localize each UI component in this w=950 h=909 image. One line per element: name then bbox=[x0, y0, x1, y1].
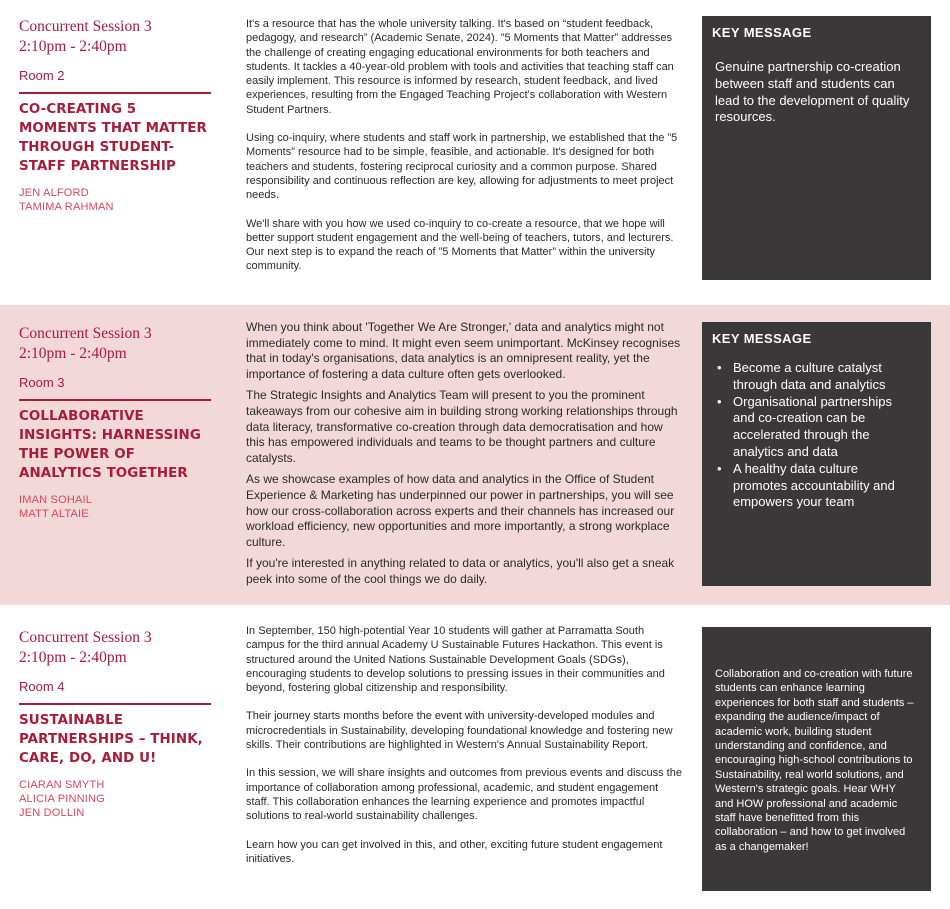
session-time: 2:10pm - 2:40pm bbox=[19, 38, 127, 55]
speaker-name: JEN DOLLIN bbox=[19, 807, 85, 819]
key-message-point: • A healthy data culture promotes accountability and empowers your team bbox=[715, 461, 915, 511]
key-message-text: Genuine partnership co-creation between staff and students can lead to the development of quality resources. bbox=[715, 59, 910, 125]
session-time: 2:10pm - 2:40pm bbox=[19, 649, 127, 666]
session-room-4 bbox=[0, 605, 950, 909]
key-message-heading: KEY MESSAGE bbox=[712, 331, 812, 346]
key-message-point: • Organisational partnerships and co-creation can be accelerated through the analytics and data bbox=[715, 394, 915, 461]
speaker-name: JEN ALFORD bbox=[19, 187, 89, 199]
session-room-2 bbox=[0, 0, 950, 305]
talk-title: SUSTAINABLE PARTNERSHIPS – THINK, CARE, DO, AND U! bbox=[19, 713, 203, 766]
description-paragraph: We'll share with you how we used co-inquiry to co-create a resource, that we hope will better support student engagement and the well-being of teachers, tutors, and lecturers. Our next step is to expand the reach of ”5 Moments that Matter” within the university community. bbox=[246, 217, 674, 273]
session-info bbox=[19, 628, 211, 820]
speaker-name: MATT ALTAIE bbox=[19, 508, 89, 520]
session-time: 2:10pm - 2:40pm bbox=[19, 345, 127, 362]
speaker-list bbox=[19, 186, 211, 214]
room-label: Room 2 bbox=[19, 68, 65, 83]
description-paragraph: If you're interested in anything related to data or analytics, you'll also get a sneak peek into some of the cool things we do daily. bbox=[246, 556, 675, 586]
session-room-3 bbox=[0, 305, 950, 605]
speaker-name: ALICIA PINNING bbox=[19, 793, 105, 805]
room-label: Room 3 bbox=[19, 375, 65, 390]
key-message-point: • Become a culture catalyst through data and analytics bbox=[715, 360, 915, 394]
divider bbox=[19, 703, 211, 705]
divider bbox=[19, 399, 211, 401]
description-paragraph: Using co-inquiry, where students and staff work in partnership, we established that the ”5 Moments” resource had to be simple, feasible, and actionable. It's designed for both teachers and students, fostering reciprocal curiosity and a common purpose. Shared responsibility and continuous reflection are key, allowing for adjustments to meet project needs. bbox=[246, 132, 678, 202]
key-message-box bbox=[702, 627, 931, 891]
key-message-text: Collaboration and co-creation with future students can enhance learning experiences for both staff and students – expanding the audience/impact of academic work, building student understanding and confidence, and encouraging high-school contributions to Sustainability, real world solutions, and Western's strategic goals. Hear WHY and HOW professional and academic staff have benefitted from this collaboration – and how to get involved as a changemaker! bbox=[715, 668, 914, 853]
description-paragraph: In September, 150 high-potential Year 10 students will gather at Parramatta South campus for the third annual Academy U Sustainable Futures Hackathon. This event is structured around the United Nations Sustainable Development Goals (SDGs), encouraging students to develop solutions to pressing issues in their communities and beyond, fostering global citizenship and responsibility. bbox=[246, 625, 665, 695]
session-info bbox=[19, 324, 211, 521]
talk-title: COLLABORATIVE INSIGHTS: HARNESSING THE POWER OF ANALYTICS TOGETHER bbox=[19, 409, 201, 481]
speaker-name: TAMIMA RAHMAN bbox=[19, 201, 114, 213]
session-info bbox=[19, 17, 211, 214]
description-paragraph: Their journey starts months before the event with university-developed modules and microcredentials in Sustainability, developing foundational knowledge and fostering new skills. Their contributions are highlighted in Western's Annual Sustainability Report. bbox=[246, 710, 673, 752]
key-message-box bbox=[702, 322, 931, 586]
key-message-box bbox=[702, 16, 931, 280]
description-paragraph: When you think about 'Together We Are Stronger,' data and analytics might not immediately come to mind. It might even seem unimportant. McKinsey recognises that in today's organisations, data analytics is an omnipresent reality, yet the importance of fostering a data culture often gets overlooked. bbox=[246, 320, 681, 381]
session-name: Concurrent Session 3 bbox=[19, 629, 152, 646]
session-description bbox=[246, 17, 682, 288]
session-description bbox=[246, 320, 682, 594]
key-message-list bbox=[702, 346, 931, 511]
description-paragraph: As we showcase examples of how data and analytics in the Office of Student Experience & Marketing has underpinned our power in partnerships, you will see how our cross-collaboration across experts and their channels has increased our workload efficiency, new opportunities and more importantly, a strong workplace culture. bbox=[246, 472, 675, 549]
description-paragraph: The Strategic Insights and Analytics Team will present to you the prominent takeaways from our cohesive aim in building strong working relationships through data literacy, transformative co-creation through data democratisation and how this has empowered individuals and teams to be thought partners and culture catalysts. bbox=[246, 388, 678, 465]
speaker-name: IMAN SOHAIL bbox=[19, 494, 93, 506]
speaker-list bbox=[19, 778, 211, 820]
key-message-heading: KEY MESSAGE bbox=[712, 25, 812, 40]
session-name: Concurrent Session 3 bbox=[19, 325, 152, 342]
description-paragraph: Learn how you can get involved in this, and other, exciting future student engagement initiatives. bbox=[246, 838, 663, 865]
talk-title: CO-CREATING 5 MOMENTS THAT MATTER THROUGH STUDENT-STAFF PARTNERSHIP bbox=[19, 102, 207, 174]
divider bbox=[19, 92, 211, 94]
description-paragraph: It's a resource that has the whole university talking. It's based on “student feedback, pedagogy, and research” (Academic Senate, 2024). ”5 Moments that Matter” addresses the challenge of creating engaging educational environments for both teachers and students. It tackles a 40-year-old problem with tools and activities that teaching staff can easily implement. This resource is informed by research, student feedback, and lived experiences, resulting from the Engaged Teaching Project's collaboration with Western Student Partners. bbox=[246, 18, 674, 116]
speaker-name: CIARAN SMYTH bbox=[19, 779, 105, 791]
description-paragraph: In this session, we will share insights and outcomes from previous events and discuss the importance of collaboration among professional, academic, and student engagement staff. This collaboration enhances the learning experience and promotes impactful solutions to real-world sustainability challenges. bbox=[246, 767, 682, 823]
room-label: Room 4 bbox=[19, 679, 65, 694]
session-description bbox=[246, 624, 682, 880]
session-name: Concurrent Session 3 bbox=[19, 18, 152, 35]
speaker-list bbox=[19, 493, 211, 521]
